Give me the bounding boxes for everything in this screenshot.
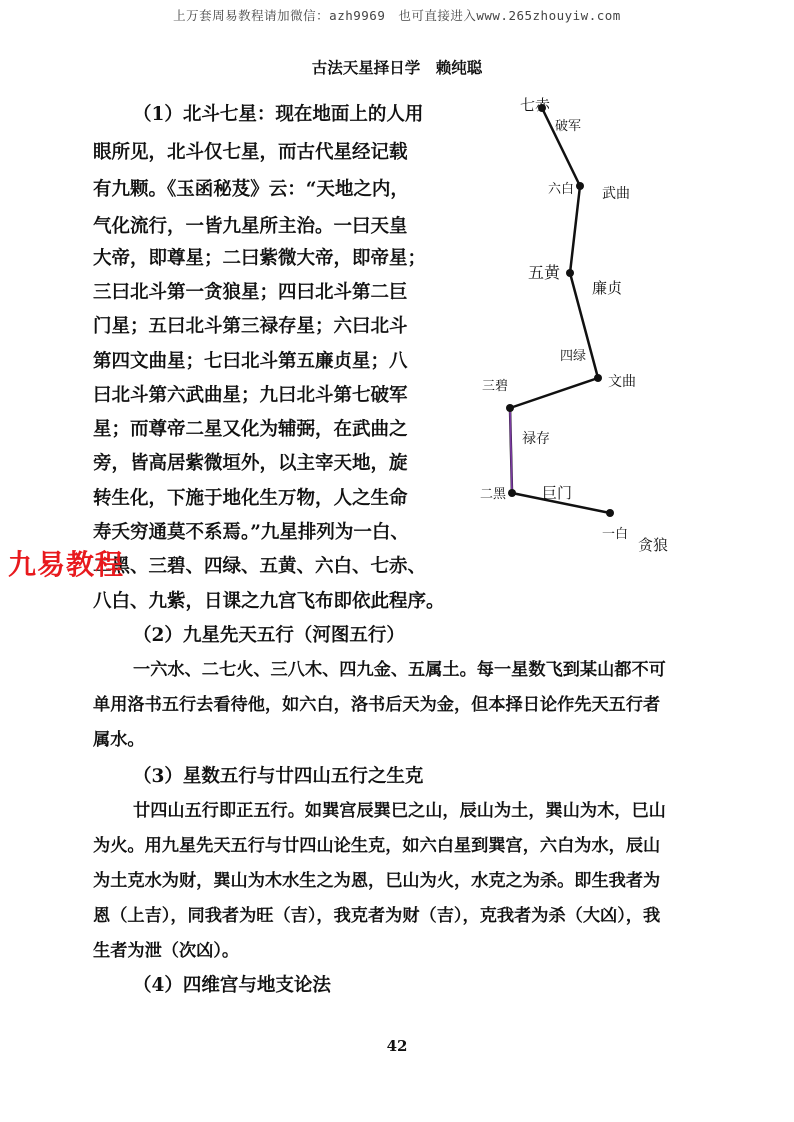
label-三碧: 三碧 (482, 379, 509, 394)
label-廉贞: 廉贞 (592, 279, 623, 297)
star-4 (594, 374, 602, 382)
label-破军: 破军 (555, 119, 582, 134)
section2-line: 单用洛书五行去看待他，如六白，洛书后天为金，但本择日论作先天五行者 (93, 695, 661, 715)
label-巨门: 巨门 (542, 484, 573, 502)
star-6 (576, 182, 584, 190)
page-number: 42 (386, 1037, 408, 1055)
label-文曲: 文曲 (608, 374, 636, 390)
section1-line: 第四文曲星；七曰北斗第五廉贞星；八 (93, 351, 408, 372)
section1-line: 曰北斗第六武曲星；九曰北斗第七破军 (93, 385, 408, 406)
section1-line: 转生化，下施于地化生万物，人之生命 (93, 488, 408, 509)
star-3 (506, 404, 514, 412)
label-贪狼: 贪狼 (638, 536, 669, 554)
section1-line: 旁，皆高居紫微垣外，以主宰天地，旋 (93, 453, 408, 474)
section4-heading: （4）四维宫与地支论法 (133, 975, 331, 996)
section1-line: 大帝，即尊星；二曰紫微大帝，即帝星； (93, 248, 427, 269)
section3-line: 为土克水为财，巽山为木水生之为恩，巳山为火，水克之为杀。即生我者为 (93, 871, 661, 891)
watermark: 九易教程 (8, 548, 125, 581)
label-四绿: 四绿 (560, 349, 587, 364)
label-一白: 一白 (602, 527, 629, 542)
label-五黄: 五黄 (528, 263, 561, 282)
section2-heading: （2）九星先天五行（河图五行） (133, 625, 405, 646)
section1-line: 三曰北斗第一贪狼星；四曰北斗第二巨 (93, 282, 408, 303)
section1-line: 八白、九紫，日课之九宫飞布即依此程序。 (93, 591, 445, 612)
section1-line: （1）北斗七星：现在地面上的人用 (133, 104, 424, 125)
section1-line: 门星；五曰北斗第三禄存星；六曰北斗 (93, 316, 408, 337)
section2-line: 属水。 (93, 730, 145, 750)
dipper-segment-accent (510, 408, 512, 493)
section1-line: 寿夭穷通莫不系焉。”九星排列为一白、 (93, 522, 409, 543)
section3-line: 廿四山五行即正五行。如巽宫辰巽巳之山，辰山为土，巽山为木，巳山 (133, 801, 666, 821)
label-二黑: 二黑 (480, 487, 507, 502)
label-禄存: 禄存 (522, 431, 550, 447)
section3-line: 恩（上吉），同我者为旺（吉），我克者为财（吉），克我者为杀（大凶），我 (93, 906, 661, 926)
section1-line: 有九颗。《玉函秘芨》云：“天地之内， (93, 179, 409, 200)
dipper-line (510, 108, 610, 513)
section3-line: 生者为泄（次凶）。 (93, 941, 240, 961)
label-武曲: 武曲 (602, 186, 630, 202)
section1-line: 气化流行，一皆九星所主治。一曰天皇 (93, 216, 408, 237)
section3-heading: （3）星数五行与廿四山五行之生克 (133, 766, 424, 787)
label-六白: 六白 (548, 182, 575, 197)
section1-line: 眼所见，北斗仅七星，而古代星经记载 (93, 142, 408, 163)
top-banner: 上万套周易教程请加微信：azh9969 也可直接进入www.265zhouyiw.com (173, 8, 621, 23)
section1-line: 星；而尊帝二星又化为辅弼，在武曲之 (93, 419, 408, 440)
section3-line: 为火。用九星先天五行与廿四山论生克，如六白星到巽宫，六白为水，辰山 (93, 836, 661, 856)
big-dipper-sketch (470, 88, 710, 568)
page-header: 古法天星择日学 赖纯聪 (311, 58, 483, 77)
star-5 (566, 269, 574, 277)
star-2 (508, 489, 516, 497)
section2-line: 一六水、二七火、三八木、四九金、五属土。每一星数飞到某山都不可 (133, 660, 666, 680)
label-七赤: 七赤 (520, 96, 551, 114)
star-1 (606, 509, 614, 517)
section1-line: 二黑、三碧、四绿、五黄、六白、七赤、 (93, 556, 427, 577)
